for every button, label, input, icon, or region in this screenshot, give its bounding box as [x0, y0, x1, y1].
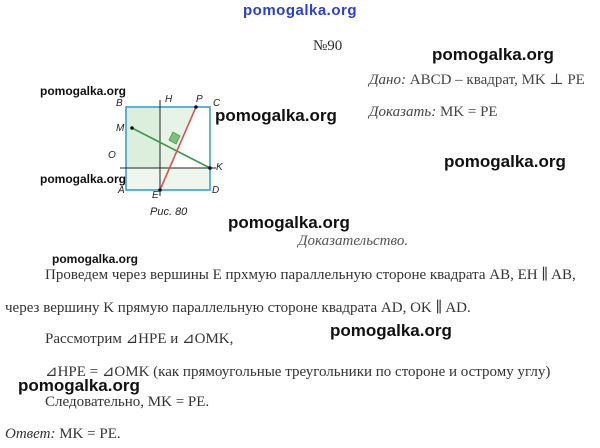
point-m: [130, 126, 134, 130]
point-k: [208, 166, 212, 170]
label-k: K: [216, 162, 223, 173]
watermark: pomogalka.org: [52, 252, 139, 266]
watermark: pomogalka.org: [40, 84, 127, 98]
proof-line-1: Проведем через вершины E прхмую параллельную стороне квадрата AB, EH ∥ AB,: [45, 267, 576, 283]
prove-line: [369, 104, 498, 121]
watermark: pomogalka.org: [228, 213, 350, 232]
label-b: B: [116, 98, 123, 109]
watermark: pomogalka.org: [18, 376, 140, 395]
label-e: E: [152, 190, 159, 201]
point-p: [194, 105, 198, 109]
problem-number: №90: [313, 38, 343, 54]
proof-line-5: Следовательно, MK = PE.: [45, 394, 210, 410]
watermark: pomogalka.org: [444, 152, 566, 171]
label-c: C: [213, 98, 221, 109]
label-d: D: [212, 185, 220, 196]
label-o: O: [108, 150, 116, 161]
answer-line: [5, 426, 121, 443]
proof-line-3: Рассмотрим ⊿HPE и ⊿OMK,: [45, 331, 234, 347]
label-m: M: [116, 123, 125, 134]
prove-text: MK = PE: [436, 104, 498, 120]
label-a: A: [118, 185, 125, 196]
proof-line-2: через вершину K прямую параллельную стороне квадрата AD, OK ∥ AD.: [5, 300, 471, 316]
prove-label: Доказать:: [369, 104, 437, 120]
proof-heading: Доказательство.: [298, 233, 409, 249]
figure-caption: Рис. 80: [150, 206, 188, 218]
label-p: P: [196, 94, 203, 105]
answer-text: MK = PE.: [55, 426, 121, 442]
figure-80: [110, 90, 230, 230]
given-label: Дано:: [369, 72, 406, 88]
watermark: pomogalka.org: [330, 321, 452, 340]
watermark: pomogalka.org: [215, 106, 337, 125]
watermark-top: pomogalka.org: [243, 2, 358, 19]
answer-label: Ответ:: [5, 426, 56, 442]
proof-line-4: ⊿HPE = ⊿OMK (как прямоугольные треугольники по стороне и острому углу): [45, 364, 551, 380]
label-h: H: [165, 94, 173, 105]
given-line: [369, 70, 585, 89]
watermark: pomogalka.org: [432, 45, 554, 64]
watermark: pomogalka.org: [40, 172, 127, 186]
fill-left: [126, 107, 160, 168]
given-text: ABCD – квадрат, MK ⊥ PE: [405, 72, 585, 88]
